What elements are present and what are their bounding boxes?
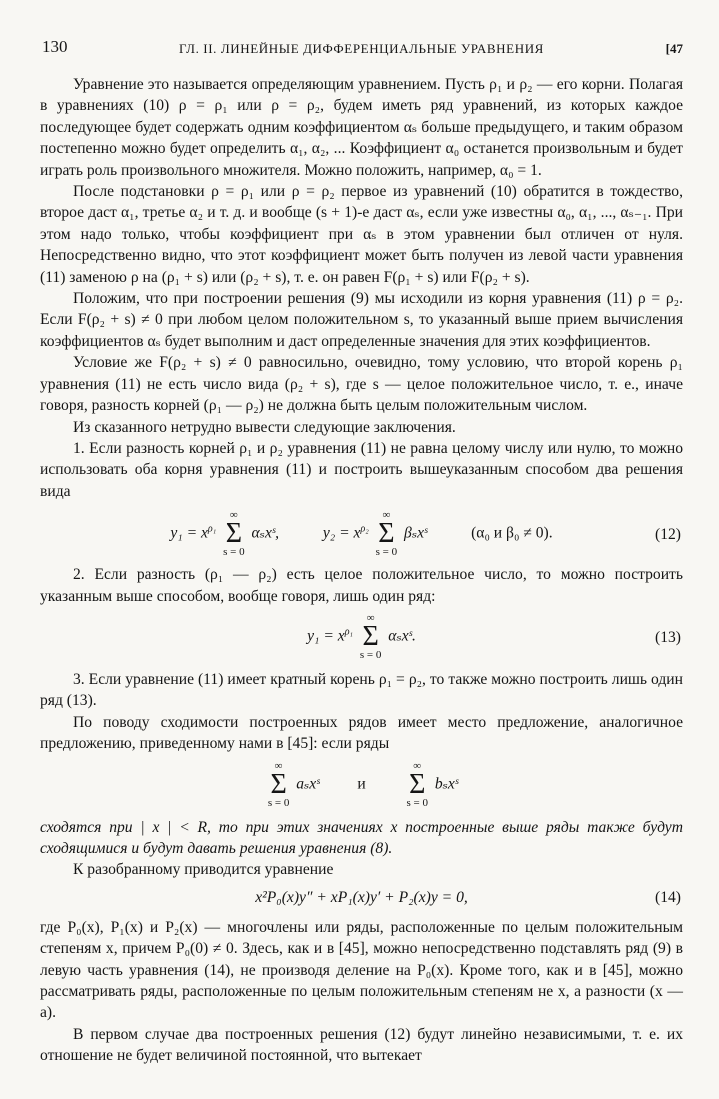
paragraph-12: где P₀(x), P₁(x) и P₂(x) — многочлены или ряды, расположенные по целым положительным степеням x, причем P₀(0) ≠ 0. Здесь, как и в [45], можно непосредственно подставлять ряд (9) в левую часть уравнения (14), не производя деление на P₀(x). Кроме того, как и в [45], можно рассматривать ряды, расположенные по целым положительным степеням не x, а разности (x — a). — [40, 918, 683, 1022]
series-term-2: bₛxˢ — [434, 775, 459, 793]
paragraph-4: Условие же F(ρ₂ + s) ≠ 0 равносильно, очевидно, тому условию, что второй корень ρ₁ уравнения (11) не есть число вида (ρ₂ + s), где s — целое положительное число, т. е., иначе говоря, разность корней (ρ₁ — ρ₂) не должна быть целым положительным числом. — [40, 354, 683, 415]
page-body — [40, 74, 683, 1067]
series-body — [40, 761, 683, 809]
equation-14-body — [40, 887, 683, 908]
eq12-term1: αₛxˢ, — [251, 524, 280, 542]
sum-lower-limit: s = 0 — [223, 546, 245, 559]
series-term-1: aₛxˢ — [296, 775, 320, 793]
eq12-exp2: ρ₂ — [360, 523, 369, 535]
sum-sign-5 — [406, 761, 427, 809]
sigma-symbol: Σ — [409, 768, 426, 800]
eq12-condition: (α₀ и β₀ ≠ 0). — [471, 524, 553, 542]
running-title: ГЛ. II. ЛИНЕЙНЫЕ ДИФФЕРЕНЦИАЛЬНЫЕ УРАВНЕНИЯ — [179, 41, 544, 56]
equation-13 — [40, 607, 683, 669]
series-conjunction: и — [357, 775, 366, 793]
paragraph-1: Уравнение это называется определяющим уравнением. Пусть ρ₁ и ρ₂ — его корни. Полагая в уравнениях (10) ρ = ρ₁ или ρ = ρ₂, будем иметь ряд уравнений, из которых каждое последующее будет содержать одним коэффициентом αₛ больше предыдущего, и таким образом постепенно можно будет определить α₁, α₂, ... Коэффициент α₀ останется произвольным и будет играть роль произвольного множителя. Можно положить, например, α₀ = 1. — [40, 76, 683, 179]
sum-upper-limit: ∞ — [274, 759, 283, 772]
sum-sign-1 — [223, 510, 244, 558]
equation-12-body — [40, 510, 683, 558]
sum-lower-limit: s = 0 — [267, 796, 290, 809]
sum-sign-4 — [268, 761, 289, 809]
eq14-text: x²P₀(x)y″ + xP₁(x)y′ + P₂(x)y = 0, — [255, 888, 468, 906]
eq12-term2: βₛxˢ — [404, 524, 428, 542]
paragraph-11: К разобранному приводится уравнение — [73, 861, 334, 879]
paragraph-2: После подстановки ρ = ρ₁ или ρ = ρ₂ первое из уравнений (10) обратится в тождество, второе даст α₁, третье α₂ и т. д. и вообще (s + 1)-е даст αₛ, если уже известны α₀, α₁, ..., αₛ₋₁. При этом надо только, чтобы коэффициент при αₛ в этом уравнении был отличен от нуля. Непосредственно видно, что этот коэффициент может быть получен из левой части уравнения (11) заменою ρ на (ρ₁ + s) или (ρ₂ + s), т. е. он равен F(ρ₁ + s) или F(ρ₂ + s). — [40, 183, 683, 286]
eq12-exp1: ρ₁ — [207, 523, 217, 535]
equation-14 — [40, 881, 683, 917]
page-number: 130 — [42, 37, 68, 56]
paragraph-13: В первом случае два построенных решения (12) будут линейно независимыми, т. е. их отношение не будет величиной постоянной, что вытекает — [40, 1025, 683, 1065]
eq12-left1: y₁ = x — [170, 524, 208, 542]
paragraph-7: 2. Если разность (ρ₁ — ρ₂) есть целое положительное число, то можно построить указанным выше способом, вообще говоря, лишь один ряд: — [40, 566, 683, 605]
equation-number-14: (14) — [655, 888, 681, 906]
equation-13-body — [40, 613, 683, 661]
paragraph-5: Из сказанного нетрудно вывести следующие заключения. — [73, 418, 456, 436]
sigma-symbol: Σ — [378, 518, 395, 550]
equation-number-12: (12) — [655, 526, 681, 544]
sum-upper-limit: ∞ — [413, 759, 422, 772]
paragraph-8: 3. Если уравнение (11) имеет кратный корень ρ₁ = ρ₂, то также можно построить лишь один ряд (13). — [40, 670, 683, 710]
equation-12 — [40, 502, 683, 564]
paragraph-6: 1. Если разность корней ρ₁ и ρ₂ уравнения (11) не равна целому числу или нулю, то можно использовать оба корня уравнения (11) и построить вышеуказанным способом два решения вида — [40, 439, 683, 500]
eq13-exp: ρ₁ — [344, 626, 353, 638]
sum-lower-limit: s = 0 — [359, 648, 382, 661]
section-number: [47 — [665, 41, 683, 56]
series-display — [40, 755, 683, 817]
paragraph-3: Положим, что при построении решения (9) мы исходили из корня уравнения (11) ρ = ρ₂. Если F(ρ₂ + s) ≠ 0 при любом целом положительном s, то указанный выше прием вычисления коэффициентов αₛ будет выполним и даст определенные значения для этих коэффициентов. — [40, 290, 683, 350]
sigma-symbol: Σ — [362, 620, 379, 652]
paragraph-9: По поводу сходимости построенных рядов имеет место предложение, аналогичное предложению, приведенному нами в [45]: если ряды — [40, 713, 683, 753]
page-header — [40, 36, 683, 60]
sigma-symbol: Σ — [270, 768, 287, 800]
eq12-left2: y₂ = x — [322, 524, 361, 542]
sum-upper-limit: ∞ — [366, 611, 375, 624]
sum-lower-limit: s = 0 — [406, 796, 428, 809]
eq13-term: αₛxˢ. — [388, 627, 416, 645]
sum-sign-3 — [360, 613, 381, 661]
sum-upper-limit: ∞ — [229, 509, 238, 522]
eq13-left: y₁ = x — [307, 627, 345, 645]
paragraph-10: сходятся при | x | < R, то при этих значениях x построенные выше ряды также будут сходящимися и будут давать решения уравнения (8). — [40, 818, 683, 857]
sigma-symbol: Σ — [225, 518, 242, 550]
sum-upper-limit: ∞ — [382, 509, 391, 522]
sum-sign-2 — [376, 510, 397, 558]
equation-number-13: (13) — [655, 628, 681, 646]
sum-lower-limit: s = 0 — [375, 546, 398, 559]
